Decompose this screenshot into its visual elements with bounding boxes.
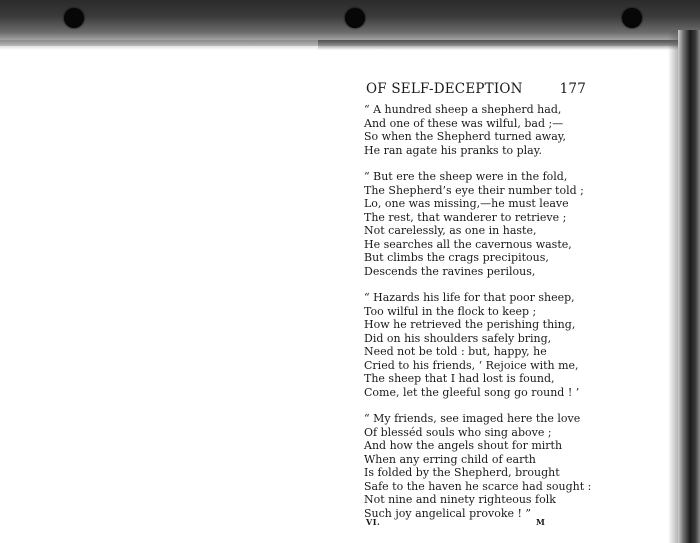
page-fold-shadow bbox=[318, 40, 700, 50]
poem-line: The sheep that I had lost is found, bbox=[364, 372, 555, 385]
poem-stanza bbox=[364, 291, 604, 399]
poem-stanza bbox=[364, 412, 604, 520]
poem-line: Did on his shoulders safely bring, bbox=[364, 331, 552, 345]
poem-line: Need not be told : but, happy, he bbox=[364, 345, 547, 358]
poem-line: “ My friends, see imaged here the love bbox=[364, 412, 581, 425]
poem-line: The Shepherd’s eye their number told ; bbox=[364, 183, 584, 197]
signature-mark: M bbox=[536, 517, 546, 527]
poem-line: How he retrieved the perishing thing, bbox=[364, 318, 576, 331]
poem-line: The rest, that wanderer to retrieve ; bbox=[364, 210, 567, 224]
book-spine-edge bbox=[678, 30, 700, 543]
poem-line: Descends the ravines perilous, bbox=[364, 264, 536, 278]
poem-line: So when the Shepherd turned away, bbox=[364, 130, 566, 143]
poem-line: Such joy angelical provoke ! ” bbox=[364, 506, 532, 520]
poem-line: And one of these was wilful, bad ;— bbox=[364, 116, 564, 130]
gutter-shadow bbox=[668, 30, 678, 543]
poem-line: Not nine and ninety righteous folk bbox=[364, 493, 556, 506]
poem-line: Lo, one was missing,—he must leave bbox=[364, 197, 569, 210]
poem-stanza bbox=[364, 170, 604, 278]
poem-line: “ Hazards his life for that poor sheep, bbox=[364, 291, 575, 304]
running-title: OF SELF-DECEPTION bbox=[366, 81, 523, 97]
poem-line: But climbs the crags precipitous, bbox=[364, 251, 549, 264]
page-number: 177 bbox=[559, 81, 586, 97]
poem-line: “ But ere the sheep were in the fold, bbox=[364, 170, 568, 183]
poem-line: He searches all the cavernous waste, bbox=[364, 237, 572, 251]
poem-line: Safe to the haven he scarce had sought : bbox=[364, 479, 592, 493]
poem-line: Cried to his friends, ‘ Rejoice with me, bbox=[364, 358, 579, 372]
poem-line: Not carelessly, as one in haste, bbox=[364, 224, 537, 237]
poem-line: Come, let the gleeful song go round ! ’ bbox=[364, 385, 580, 399]
poem-line: “ A hundred sheep a shepherd had, bbox=[364, 103, 562, 116]
poem-line: Is folded by the Shepherd, brought bbox=[364, 466, 560, 479]
binding-hole bbox=[64, 8, 84, 28]
signature-volume: VI. bbox=[366, 517, 381, 527]
page-header bbox=[366, 81, 586, 101]
poem-line: When any erring child of earth bbox=[364, 452, 536, 466]
poem-line: And how the angels shout for mirth bbox=[364, 439, 563, 452]
poem-line: He ran agate his pranks to play. bbox=[364, 143, 542, 157]
binding-hole bbox=[345, 8, 365, 28]
poem-body bbox=[364, 103, 604, 533]
poem-line: Of blesséd souls who sing above ; bbox=[364, 425, 552, 439]
binding-hole bbox=[622, 8, 642, 28]
poem-stanza bbox=[364, 103, 604, 157]
poem-line: Too wilful in the flock to keep ; bbox=[364, 304, 537, 318]
